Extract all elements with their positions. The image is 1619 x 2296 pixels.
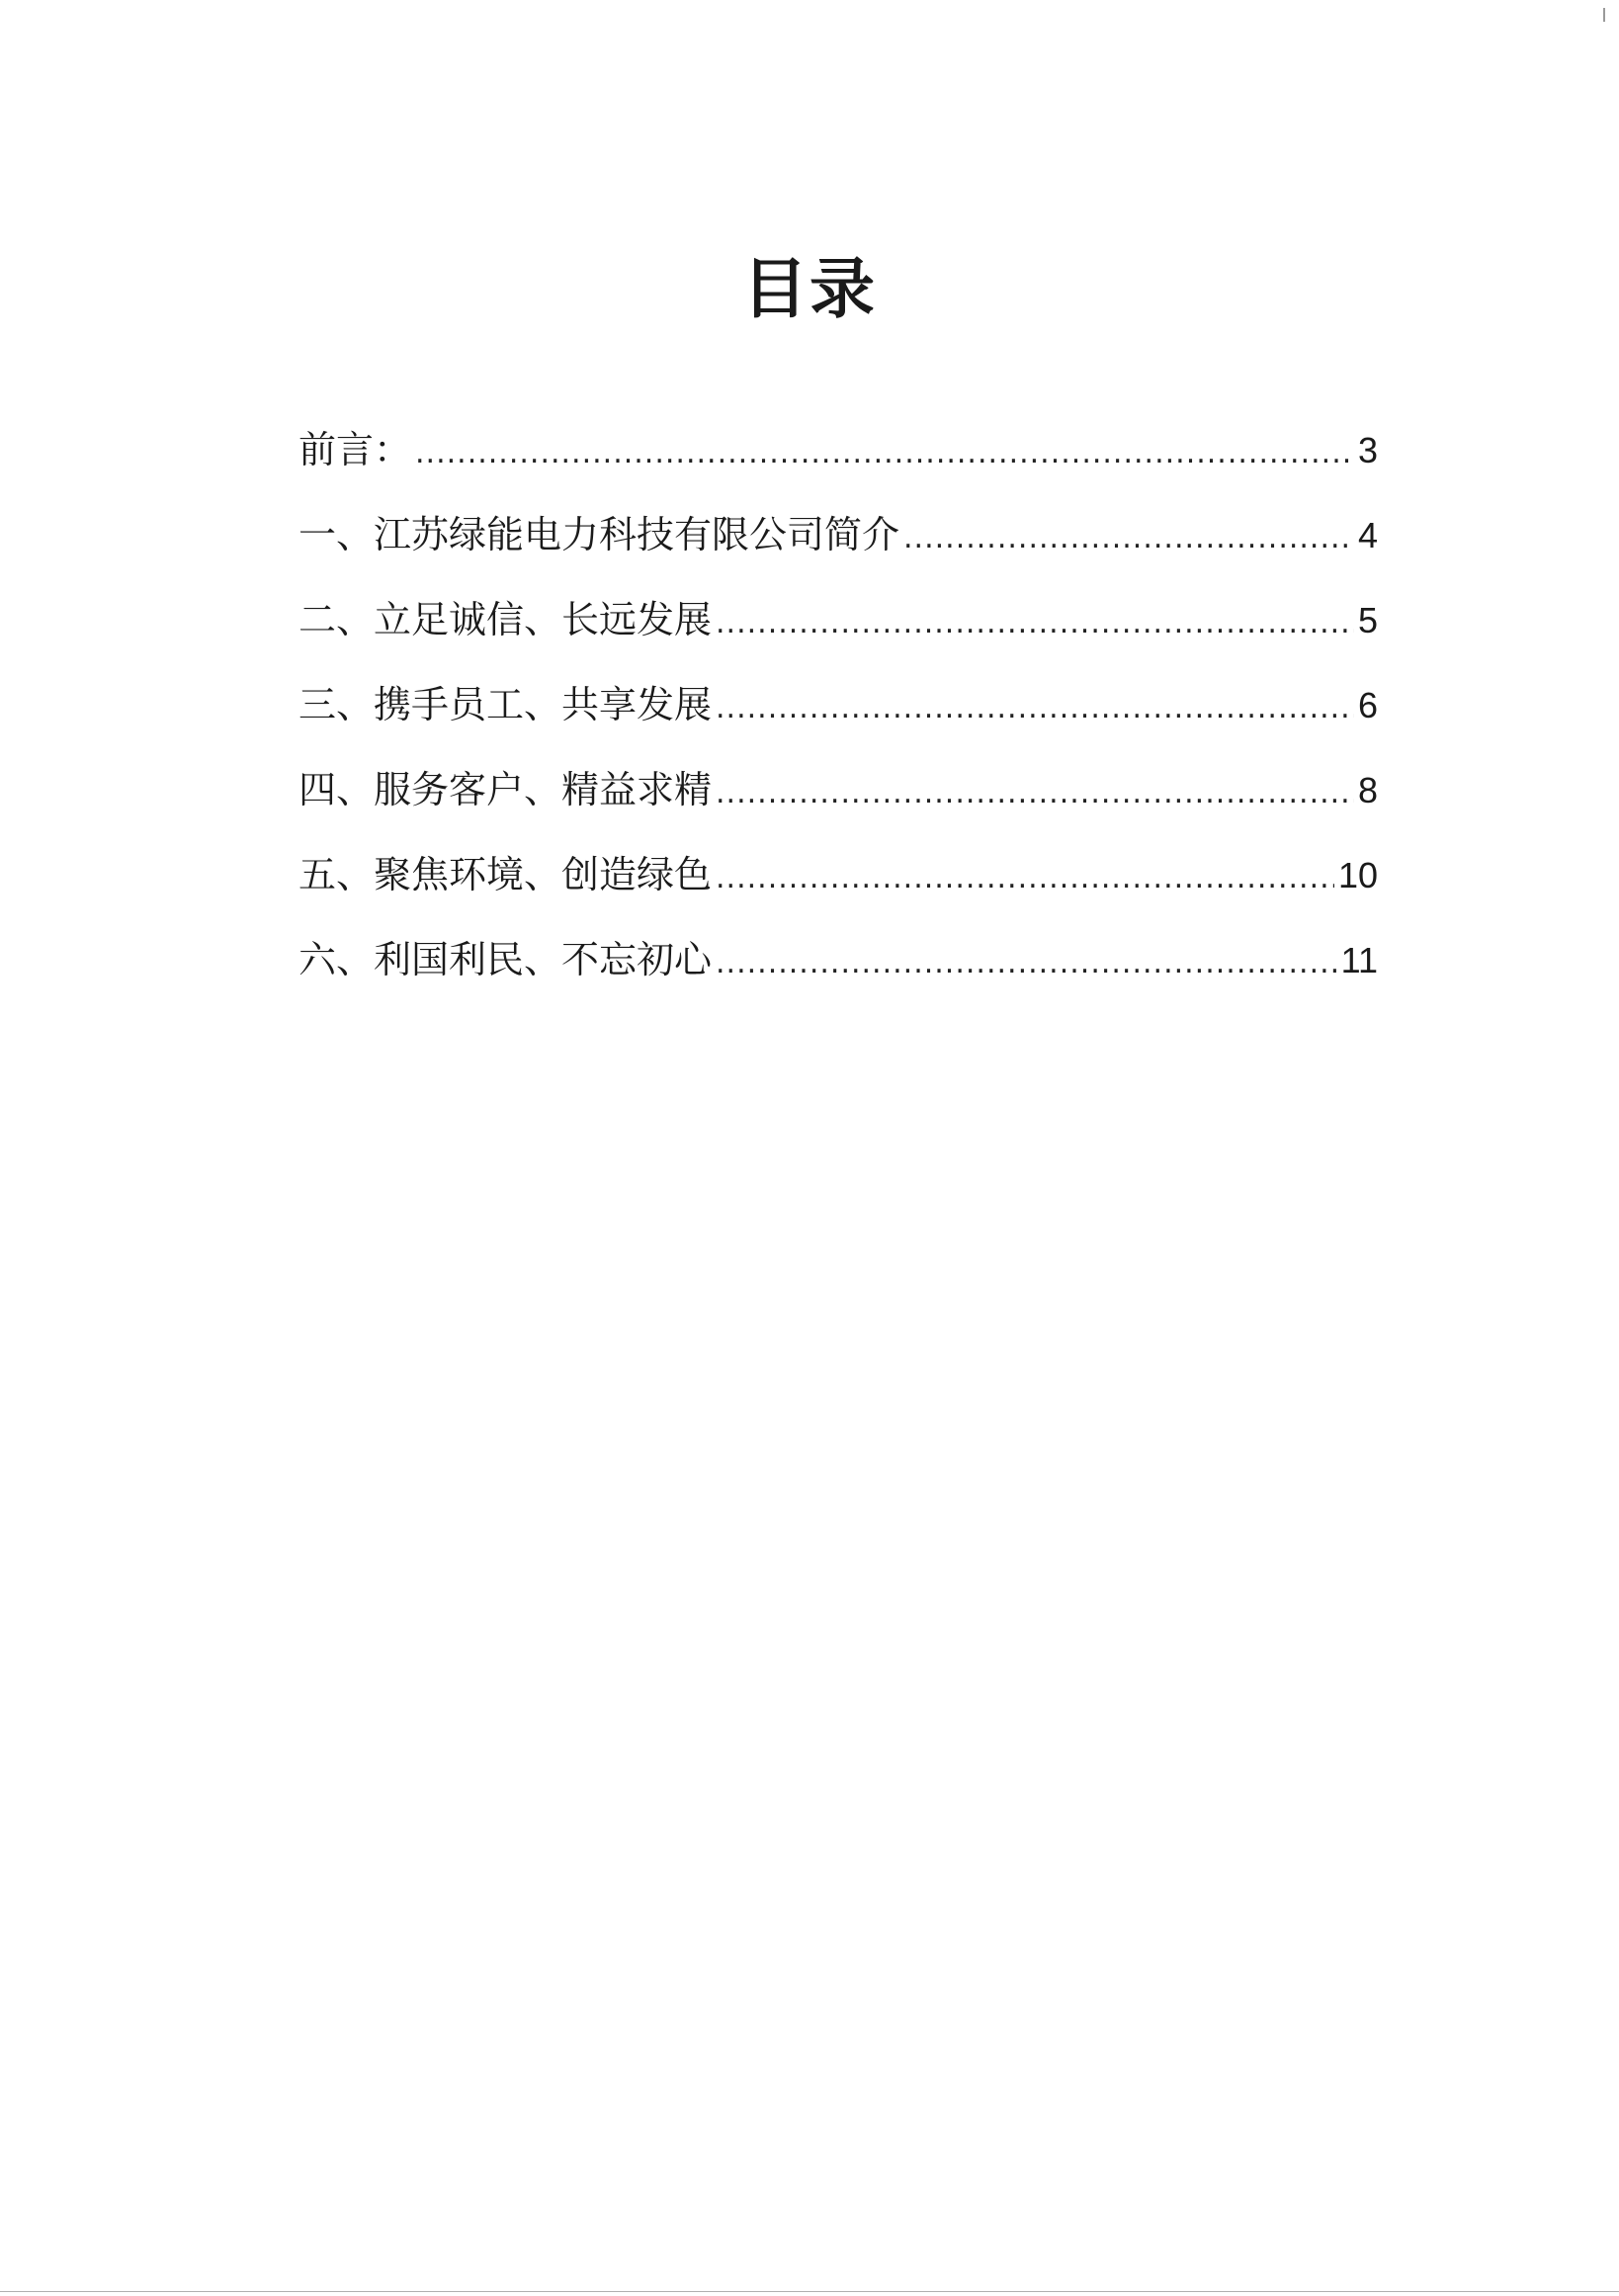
toc-entry-customers[interactable]	[298, 760, 1378, 845]
toc-entry-environment[interactable]	[298, 845, 1378, 930]
toc-entry-label: 五、聚焦环境、创造绿色	[298, 853, 713, 896]
toc-page-number: 5	[1357, 600, 1378, 640]
toc-entry-label: 三、携手员工、共享发展	[298, 683, 713, 726]
toc-entry-integrity[interactable]	[298, 590, 1378, 675]
toc-dot-leader	[903, 509, 1354, 568]
toc-entry-society[interactable]	[298, 930, 1378, 1015]
toc-dot-leader	[716, 594, 1354, 653]
toc-page-number: 10	[1337, 855, 1378, 895]
toc-entry-company-intro[interactable]	[298, 505, 1378, 590]
toc-entry-label: 前言：	[298, 428, 412, 471]
toc-page-number: 8	[1357, 770, 1378, 810]
toc-page-number: 3	[1357, 430, 1378, 470]
scan-artifact-mark	[1603, 8, 1605, 22]
toc-page-number: 6	[1357, 685, 1378, 725]
toc-entry-label: 四、服务客户、精益求精	[298, 768, 713, 811]
toc-dot-leader	[415, 424, 1354, 483]
scan-edge-line	[0, 2291, 1619, 2292]
toc-entry-employees[interactable]	[298, 675, 1378, 760]
toc-entry-label: 二、立足诚信、长远发展	[298, 598, 713, 641]
toc-page-number: 4	[1357, 515, 1378, 555]
toc-entry-label: 六、利国利民、不忘初心	[298, 938, 713, 981]
table-of-contents	[298, 420, 1378, 1015]
toc-page-number: 11	[1340, 940, 1378, 980]
toc-dot-leader	[716, 679, 1354, 738]
toc-dot-leader	[716, 849, 1334, 908]
toc-entry-label: 一、江苏绿能电力科技有限公司简介	[298, 513, 900, 556]
page-title: 目录	[742, 251, 877, 328]
toc-dot-leader	[716, 934, 1337, 993]
toc-dot-leader	[716, 764, 1354, 823]
toc-entry-preface[interactable]	[298, 420, 1378, 505]
